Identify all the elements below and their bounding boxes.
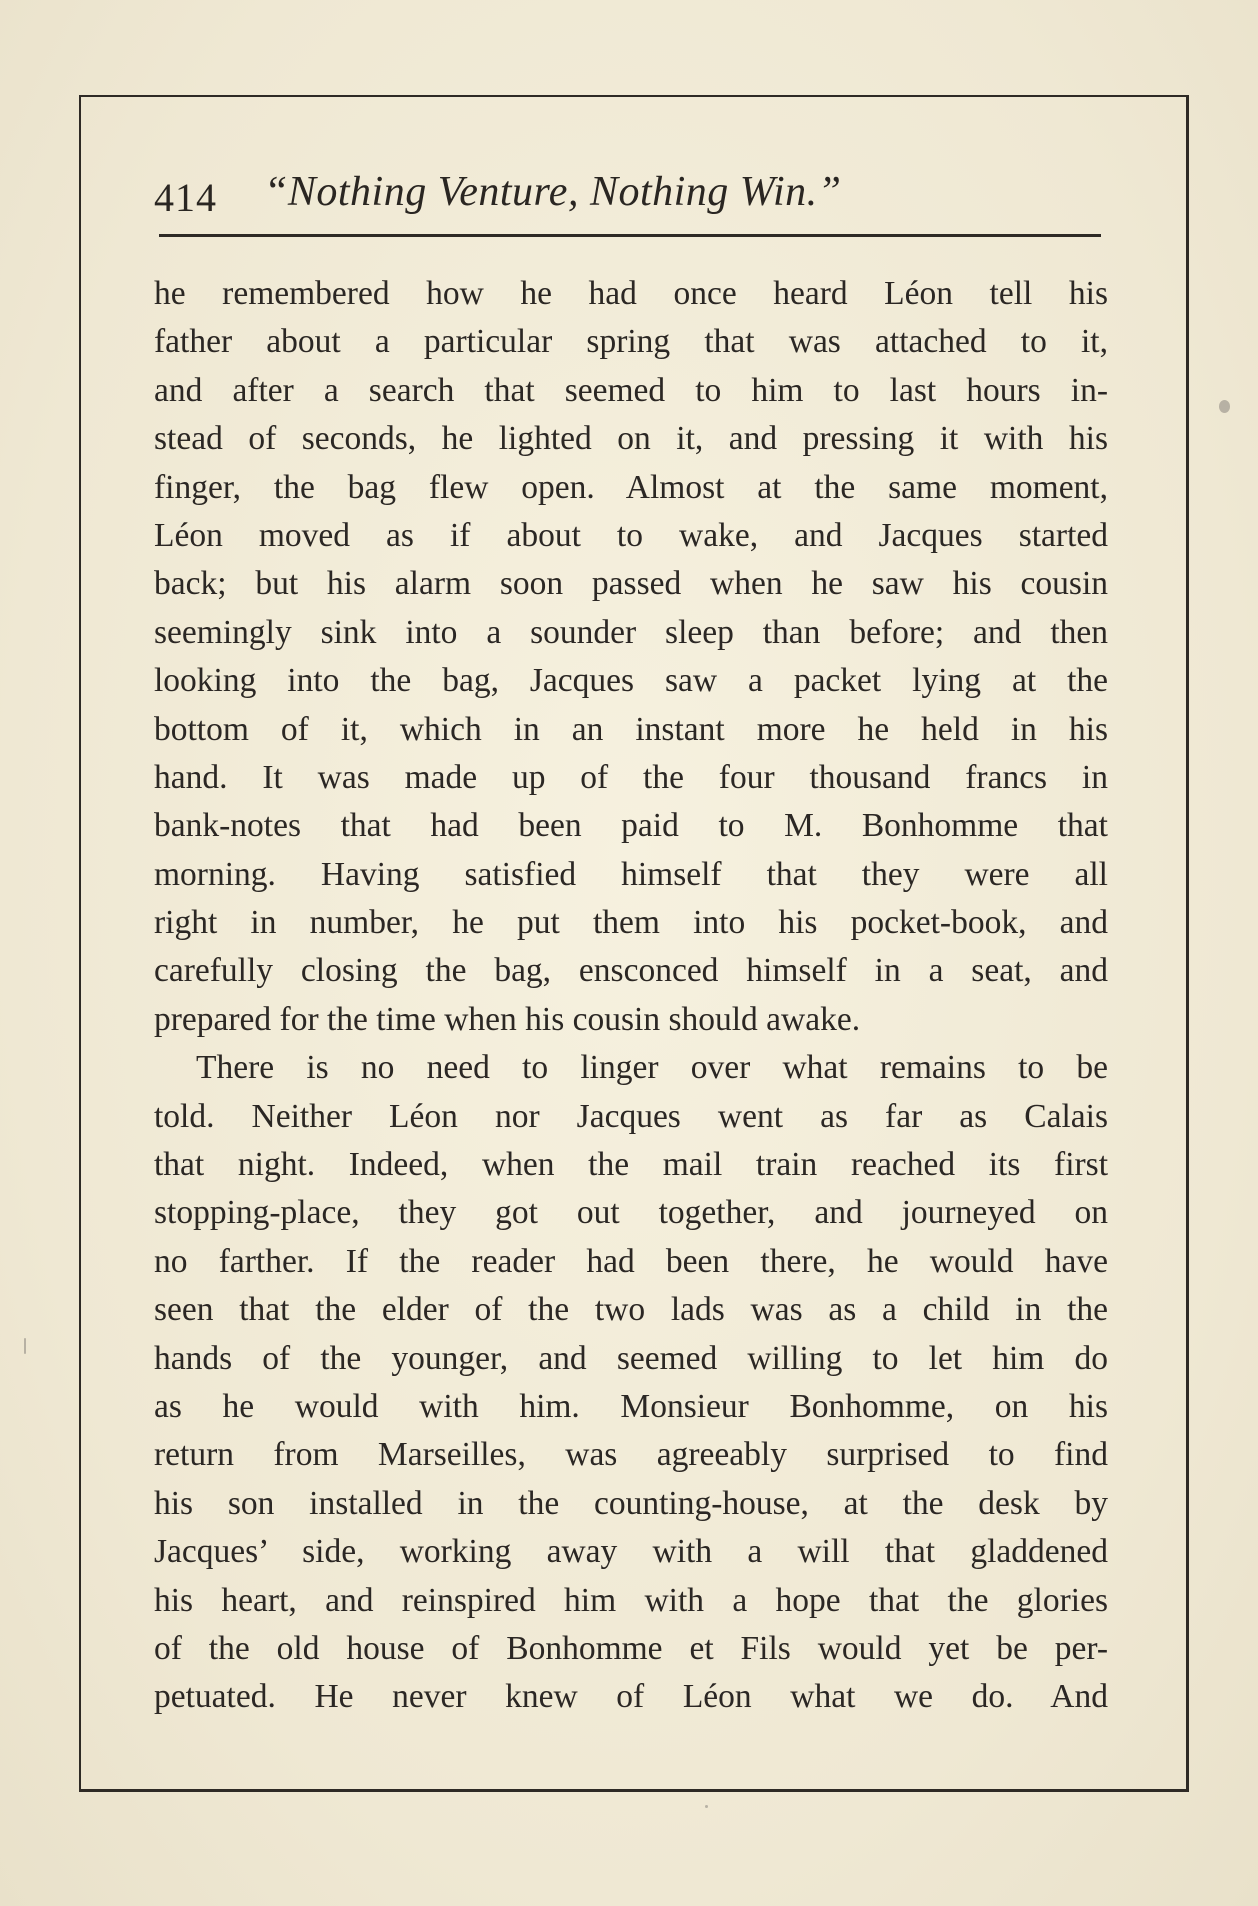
text-line: Léon moved as if about to wake, and Jacques started (154, 516, 1108, 554)
text-line: return from Marseilles, was agreeably surprised to find (154, 1436, 1108, 1474)
text-line: and after a search that seemed to him to last hours in- (154, 371, 1108, 409)
text-line: seemingly sink into a sounder sleep than before; and then (154, 613, 1108, 651)
body-text (154, 270, 1108, 1722)
paper-speck (1219, 400, 1230, 413)
text-line: right in number, he put them into his pocket-book, and (154, 904, 1108, 942)
text-line: his heart, and reinspired him with a hope that the glories (154, 1581, 1108, 1619)
text-line: stopping-place, they got out together, and journeyed on (154, 1194, 1108, 1232)
text-line: stead of seconds, he lighted on it, and pressing it with his (154, 420, 1108, 458)
text-line: bottom of it, which in an instant more he held in his (154, 710, 1108, 748)
text-line: of the old house of Bonhomme et Fils would yet be per- (154, 1629, 1108, 1667)
text-line: petuated. He never knew of Léon what we do. And (154, 1678, 1108, 1716)
text-line: seen that the elder of the two lads was as a child in the (154, 1291, 1108, 1329)
text-line: he remembered how he had once heard Léon tell his (154, 275, 1108, 312)
text-line: prepared for the time when his cousin should awake. (154, 1000, 861, 1038)
text-line: hand. It was made up of the four thousand francs in (154, 758, 1108, 796)
header-rule (159, 234, 1101, 237)
text-line: back; but his alarm soon passed when he saw his cousin (154, 565, 1108, 603)
running-header (154, 168, 1104, 228)
text-line: morning. Having satisfied himself that they were all (154, 855, 1108, 893)
paper-speck (705, 1805, 708, 1808)
paper-speck (24, 1338, 26, 1354)
text-line: looking into the bag, Jacques saw a packet lying at the (154, 662, 1108, 700)
text-line: hands of the younger, and seemed willing to let him do (154, 1339, 1108, 1377)
text-line: as he would with him. Monsieur Bonhomme, on his (154, 1387, 1108, 1425)
text-line: There is no need to linger over what remains to be (196, 1049, 1108, 1087)
text-line: no farther. If the reader had been there, he would have (154, 1242, 1108, 1280)
paragraph (154, 1044, 1108, 1721)
text-line: Jacques’ side, working away with a will that gladdened (154, 1533, 1108, 1571)
text-line: father about a particular spring that was attached to it, (154, 323, 1108, 361)
page-number: 414 (154, 175, 217, 220)
running-title: “Nothing Venture, Nothing Win.” (264, 169, 842, 215)
text-line: that night. Indeed, when the mail train reached its first (154, 1146, 1108, 1184)
text-line: carefully closing the bag, ensconced himself in a seat, and (154, 952, 1108, 990)
text-line: told. Neither Léon nor Jacques went as far as Calais (154, 1097, 1108, 1135)
text-line: finger, the bag flew open. Almost at the same moment, (154, 468, 1108, 506)
text-line: bank-notes that had been paid to M. Bonhomme that (154, 807, 1108, 845)
paragraph (154, 270, 1108, 1044)
text-line: his son installed in the counting-house, at the desk by (154, 1484, 1108, 1522)
